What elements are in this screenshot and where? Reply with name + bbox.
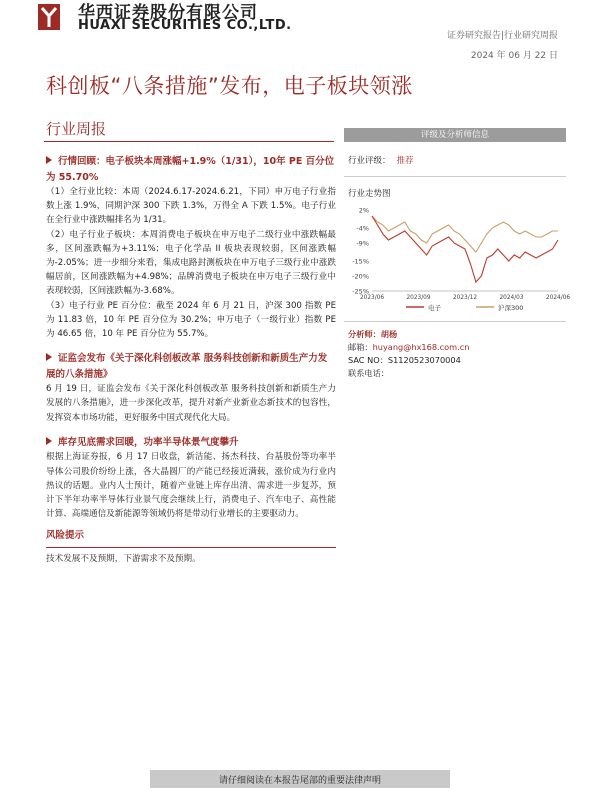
trend-chart-svg <box>344 201 571 319</box>
highlight-1-paragraph-1: （1）全行业比较：本周（2024.6.17-2024.6.21，下同）申万电子行业指数上涨 1.9%，同期沪深 300 下跌 1.3%，万得全 A 下跌 1.5%。电子行业在全行业中涨跌幅排名为 1/31。 <box>46 187 336 226</box>
x-tick-label: 2023/06 <box>359 295 385 301</box>
highlight-3-paragraph-1: 根据上海证券报，6 月 17 日收盘，新洁能、扬杰科技、台基股份等功率半导体公司股价纷纷上涨，各大晶圆厂的产能已经接近满载，涨价成为行业内热议的话题。业内人士预计，随着产业链上库存出清、需求进一步复苏，预计下半年功率半导体行业景气度会继续上行，消费电子、汽车电子、高性能计算、高端通信及新能源等领域仍将是带动行业增长的主要驱动力。 <box>46 452 336 520</box>
industry-rating: 行业评级： 推荐 <box>348 156 414 166</box>
highlight-heading-2: 证监会发布《关于深化科创板改革 服务科技创新和新质生产力发展的八条措施》 <box>46 353 328 380</box>
y-tick-label: -15% <box>352 257 369 266</box>
report-date: 2024 年 06 月 22 日 <box>470 51 558 61</box>
x-tick-label: 2023/09 <box>406 295 431 301</box>
trend-chart-title: 行业走势图 <box>348 189 391 199</box>
analyst-email[interactable]: huyang@hx168.com.cn <box>372 342 470 352</box>
x-tick-label: 2024/03 <box>499 295 524 301</box>
report-type: 证券研究报告|行业研究周报 <box>446 31 558 41</box>
series-line-electronics <box>372 216 558 282</box>
sac-number: S1120523070004 <box>387 355 461 365</box>
risk-text: 技术发展不及预期，下游需求不及预期。 <box>46 553 201 564</box>
y-tick-label: -25% <box>352 287 369 296</box>
sidebar <box>344 128 571 380</box>
company-logo-icon <box>36 2 62 32</box>
x-tick-label: 2023/12 <box>452 295 478 301</box>
triangle-bullet-icon <box>46 353 52 361</box>
highlight-2-paragraph-1: 6 月 19 日，证监会发布《关于深化科创板改革 服务科技创新和新质生产力发展的八条措施》，进一步深化改革，提升对新产业新业态新技术的包容性，发挥资本市场功能，更好服务中国式现代化大局。 <box>46 384 336 423</box>
triangle-bullet-icon <box>46 437 52 445</box>
analyst-email-row: 邮箱：huyang@hx168.com.cn <box>348 342 470 352</box>
main-content <box>46 152 336 566</box>
section-divider <box>44 141 334 142</box>
company-name-cn: 华西证券股份有限公司 <box>78 3 258 23</box>
triangle-bullet-icon <box>46 156 52 164</box>
risk-divider <box>46 547 336 548</box>
highlight-heading-3: 库存见底需求回暖，功率半导体景气度攀升 <box>46 435 336 451</box>
analyst-name-row: 分析师：胡杨 <box>348 329 398 339</box>
sidebar-divider <box>344 321 566 322</box>
y-tick-label: 2% <box>358 206 369 215</box>
section-label: 行业周报 <box>46 120 107 138</box>
y-tick-label: -20% <box>352 272 369 281</box>
highlight-1-paragraph-2: （2）电子行业子板块：本周消费电子板块在申万电子二级行业中涨跌幅最多，区间涨跌幅为+3.11%；电子化学品 II 板块表现较弱，区间涨跌幅为-2.05%；进一步细分来看，集成电路封测板块在申万电子三级行业中涨跌幅居前，区间涨跌幅为+4.98%；品牌消费电子板块在申万电子三级行业中表现较弱，区间涨跌幅为-3.68%。 <box>46 229 336 297</box>
legend-label: 沪深300 <box>498 304 524 312</box>
analyst-sac-row: SAC NO：S1120523070004 <box>348 355 461 365</box>
page-title: 科创板“八条措施”发布，电子板块领涨 <box>46 74 413 98</box>
y-tick-label: -9% <box>356 239 369 248</box>
legend-label: 电子 <box>428 304 441 312</box>
analyst-info <box>348 328 566 380</box>
rating-value: 推荐 <box>396 156 414 166</box>
risk-title: 风险提示 <box>46 530 85 542</box>
analyst-phone-row: 联系电话： <box>348 368 389 378</box>
sidebar-divider <box>344 176 566 177</box>
y-tick-label: -4% <box>356 224 369 233</box>
highlight-1-paragraph-3: （3）电子行业 PE 百分位：截至 2024 年 6 月 21 日，沪深 300 指数 PE 为 11.83 倍，10 年 PE 百分位为 30.2%；申万电子（一级行业）指数 PE 为 46.65 倍，10 年 PE 百分位为 55.7%。 <box>46 300 336 340</box>
trend-chart <box>344 201 571 319</box>
company-name-en: HUAXI SECURITIES CO.,LTD. <box>78 18 292 33</box>
analyst-name: 胡杨 <box>380 329 398 339</box>
x-tick-label: 2024/06 <box>545 295 571 301</box>
rating-box-header: 评级及分析师信息 <box>344 128 566 142</box>
footer-disclaimer: 请仔细阅读在本报告尾部的重要法律声明 <box>218 776 381 786</box>
highlight-heading-1: 行情回顾：电子板块本周涨幅+1.9%（1/31），10年 PE 百分位为 55.70% <box>46 156 335 183</box>
